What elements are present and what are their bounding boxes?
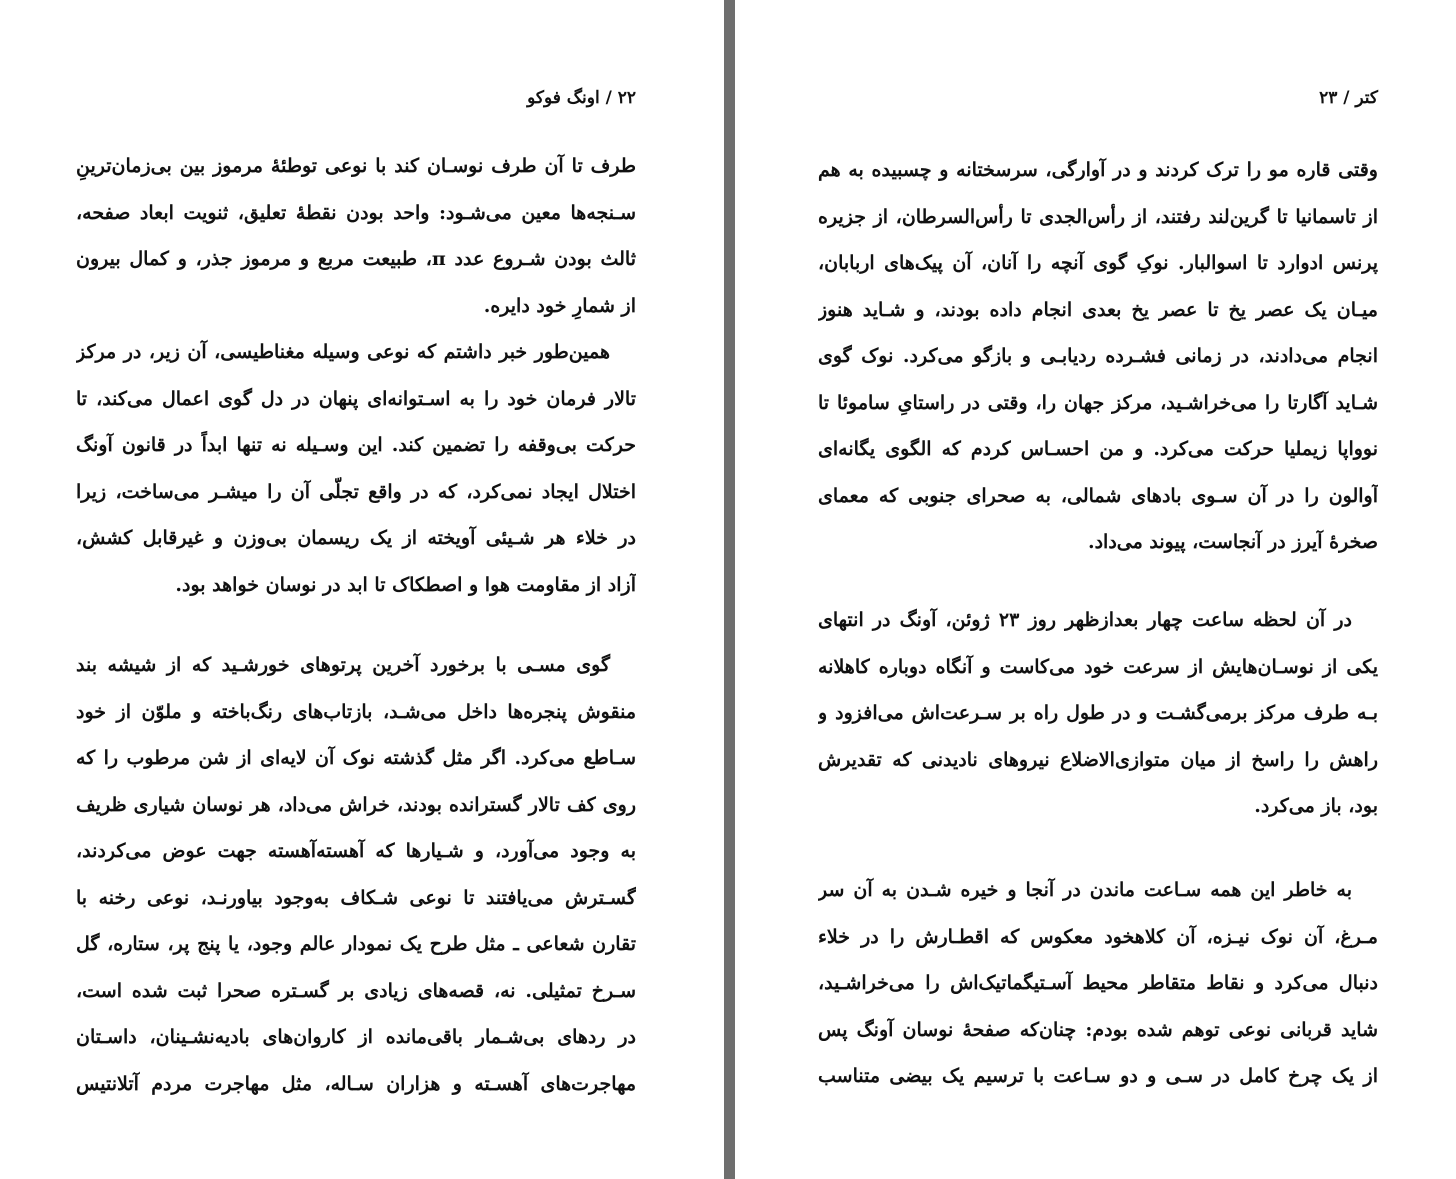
text-line: تقارن شعاعی ـ مثل طرح یک نمودار عالم وجود، یا پنج پر، ستاره، گل [76, 933, 636, 955]
text-line: از شمارِ خود دایره. [483, 294, 636, 317]
text-line: بـه طرف مرکز برمی‌گشـت و در طول راه بر سـرعت‌اش می‌افزود و [818, 702, 1378, 724]
text-line: منقوش پنجره‌ها داخل می‌شـد، بازتاب‌های رنگ‌باخته و ملوّن از خود [76, 700, 636, 723]
text-line: راهش را راسخ از میان متوازی‌الاضلاع نیروهای نادیدنی که تقدیرش [818, 748, 1378, 771]
text-line: وقتی قاره مو را ترک کردند و در آوارگی، سرسختانه و چسبیده به هم [818, 159, 1378, 181]
text-line: از یک چرخ کامل در سـی و دو سـاعت با ترسیم یک بیضی متناسب [818, 1065, 1378, 1087]
text-line: آزاد از مقاومت هوا و اصطکاک تا ابد در نوسان خواهد بود. [175, 573, 636, 596]
right-paragraph-1 [818, 147, 1378, 566]
text-line: روی کف تالار گسترانده بودند، خراش می‌داد، هر نوسان شیاری ظریف [76, 793, 636, 816]
text-line: سـنجه‌ها معین می‌شـود: واحد بودن نقطهٔ تعلیق، ثنویت ابعاد صفحه، [76, 201, 636, 224]
text-line: سـرخ تمثیلی. نه، قصه‌های زیادی بر گسـتره صحرا ثبت شده است، [76, 979, 636, 1002]
text-line: حرکت بی‌وقفه را تضمین کند. این وسـیله نه تنها ابداً در قانون آونگ [76, 434, 636, 456]
text-line: به خاطر این همه سـاعت ماندن در آنجا و خیره شـدن به آن سر [818, 879, 1352, 901]
text-line: بود، باز می‌کرد. [1254, 795, 1378, 817]
text-line: میـان یک عصر یخ تا عصر یخ بعدی انجام داده بودند، و شـاید هنوز [818, 298, 1378, 321]
text-line: مـرغ، آن نوک نیـزه، آن کلاهخود معکوس که اقطـارش را در خلاء [818, 925, 1378, 948]
text-line: اختلال ایجاد نمی‌کرد، که در واقع تجلّی آن را میشـر می‌ساخت، زیرا [76, 480, 636, 503]
text-line: گسـترش می‌یافتند تا نوعی شـکاف به‌وجود بیاورنـد، نوعی رخنه با [76, 886, 636, 909]
left-paragraph-1 [76, 143, 636, 329]
text-line: ثالث بودن شـروع عدد π، طبیعت مربع و مرموز جذر، و کمال بیرون [76, 248, 636, 270]
text-line: سـاطع می‌کرد. اگر مثل گذشته نوک آن لایه‌ای از شن مرطوب را که [76, 747, 636, 769]
text-line: دنبال می‌کرد و نقاط متقاطر محیط آسـتیگماتیک‌اش را می‌خراشـید، [818, 972, 1378, 994]
text-line: شاید قربانی نوعی توهم شده بودم: چنان‌که صفحهٔ نوسان آونگ پس [818, 1018, 1378, 1041]
text-line: همین‌طور خبر داشتم که نوعی وسیله مغناطیسی، آن زیر، در مرکز [76, 341, 610, 363]
left-paragraph-3 [76, 642, 636, 1107]
text-line: یکی از نوسـان‌هایش از سرعت خود می‌کاست و آنگاه دوباره کاهلانه [818, 655, 1378, 678]
text-line: آوالون را در آن سـوی بادهای شمالی، به صحرای جنوبی که معمای [818, 484, 1378, 507]
book-gutter [724, 0, 735, 1179]
text-line: صخرهٔ آیرز در آنجاست، پیوند می‌داد. [1087, 531, 1378, 553]
right-page [735, 0, 1456, 1179]
text-line: تالار فرمان خود را به اسـتوانه‌ای پنهان در دل گوی اعمال می‌کند، تا [76, 387, 636, 410]
text-line: به وجود می‌آورد، و شـیارها که آهسته‌آهسته جهت عوض می‌کردند، [76, 840, 636, 862]
text-line: شـاید آگارتا را می‌خراشـید، مرکز جهان را، وقتی در راستایِ ساموئا تا [818, 391, 1378, 414]
text-line: از تاسمانیا تا گرین‌لند رفتند، از رأس‌الجدی تا رأس‌السرطان، از جزیره [818, 205, 1378, 228]
text-line: مهاجرت‌های آهسـته و هزاران سـاله، مثل مهاجرت مردم آتلانتیس [76, 1072, 636, 1095]
left-paragraph-2 [76, 329, 636, 608]
left-page [0, 0, 724, 1179]
text-line: در آن لحظه ساعت چهار بعدازظهر روز ۲۳ ژوئن، آونگ در انتهای [818, 609, 1352, 631]
text-line: انجام می‌دادند، در زمانی فشـرده ردیابـی و بازگو می‌کرد. نوک گوی [818, 345, 1378, 367]
text-line: پرنس ادوارد تا اسوالبار. نوکِ گوی آنچه را آنان، آن پیک‌های اربابان، [818, 252, 1378, 274]
right-page-header: کتر / ۲۳ [1319, 88, 1378, 108]
left-page-header: ۲۲ / اونگ فوکو [527, 88, 636, 108]
text-line: نوواپا زیملیا حرکت می‌کرد. و من احسـاس کردم که الگوی یگانه‌ای [818, 438, 1378, 460]
text-line: گوی مسـی با برخورد آخرین پرتوهای خورشـید که از شیشه بند [76, 654, 610, 676]
text-line: در ردهای بی‌شـمار باقی‌مانده از کاروان‌های بادیه‌نشـینان، داسـتان [76, 1026, 636, 1048]
right-paragraph-2 [818, 597, 1378, 830]
right-paragraph-3 [818, 867, 1378, 1100]
text-line: طرف تا آن طرف نوسـان کند با نوعی توطئهٔ مرموز بین بی‌زمان‌ترینِ [76, 155, 636, 177]
text-line: در خلاء هر شـیئی آویخته از یک ریسمان بی‌وزن و غیرقابل کشش، [76, 527, 636, 549]
